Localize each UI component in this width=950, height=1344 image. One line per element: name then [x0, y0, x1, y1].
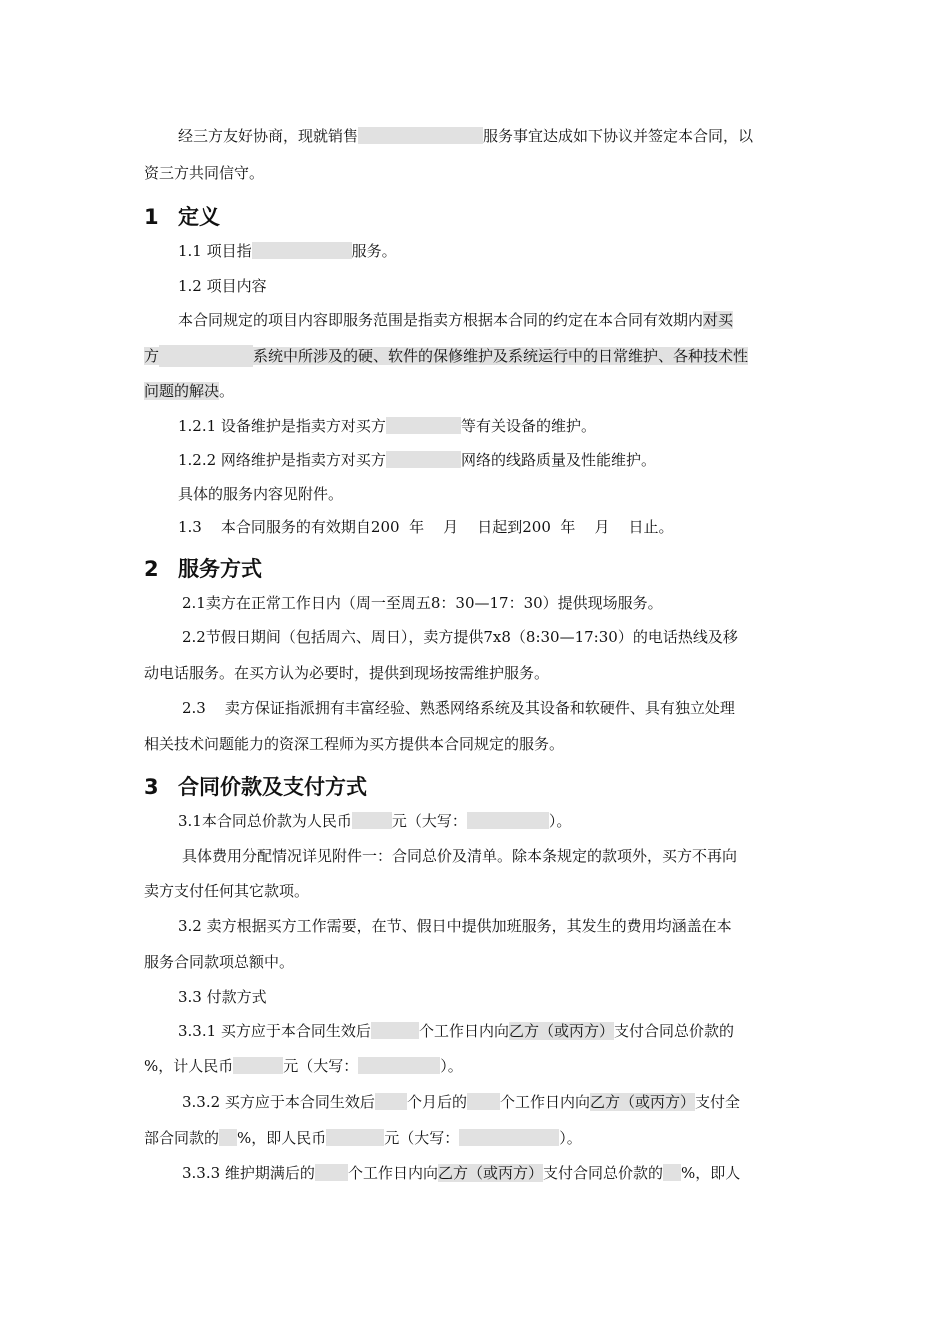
clause-text: 网络的线路质量及性能维护。 — [460, 451, 656, 469]
clause-text: 1.2 项目内容 — [178, 277, 267, 295]
redacted-blank — [326, 1129, 384, 1146]
intro-text: 服务事宜达成如下协议并签定本合同，以 — [483, 127, 754, 145]
redacted-blank — [467, 812, 549, 829]
clause-1-2 — [178, 275, 267, 297]
clause-text: 个工作日内向 — [347, 1164, 438, 1182]
clause-text: 2.1卖方在正常工作日内（周一至周五8：30—17：30）提供现场服务。 — [182, 594, 663, 612]
clause-text: 1.1 项目指 — [178, 242, 252, 260]
clause-1-2-1 — [178, 415, 596, 437]
intro-line-2 — [144, 162, 264, 184]
clause-text: 2.3 卖方保证指派拥有丰富经验、熟悉网络系统及其设备和软硬件、具有独立处理 — [182, 699, 735, 717]
clause-text: ）。 — [548, 812, 572, 830]
clause-text: 个月后的 — [406, 1093, 467, 1111]
fee-line-1 — [182, 845, 737, 867]
section-heading — [144, 555, 262, 583]
clause-3-3-1-line-1 — [178, 1020, 734, 1042]
section-title: 合同价款及支付方式 — [178, 775, 367, 799]
clause-text: 本合同规定的项目内容即服务范围是指卖方根据本合同的约定在本合同有效期内 — [178, 311, 704, 329]
redacted-blank — [233, 1057, 283, 1074]
clause-text: 支付全 — [694, 1093, 740, 1111]
clause-text: 3.2 卖方根据买方工作需要，在节、假日中提供加班服务，其发生的费用均涵盖在本 — [178, 917, 732, 935]
clause-text: 1.2.1 设备维护是指卖方对买方 — [178, 417, 386, 435]
clause-text: ）。 — [559, 1129, 582, 1147]
redacted-blank — [371, 1022, 419, 1039]
intro-text: 资三方共同信守。 — [144, 164, 265, 182]
clause-3-1 — [178, 810, 571, 832]
redacted-blank — [467, 1093, 500, 1110]
clause-text: 支付合同总价款的 — [613, 1022, 734, 1040]
section-number: 1 — [144, 205, 159, 229]
clause-text: 相关技术问题能力的资深工程师为买方提供本合同规定的服务。 — [144, 735, 565, 753]
clause-3-2-line-1 — [178, 915, 732, 937]
redacted-blank — [375, 1093, 407, 1110]
intro-line-1 — [178, 125, 753, 147]
redacted-blank — [386, 451, 461, 468]
clause-text: 3.1本合同总价款为人民币 — [178, 812, 352, 830]
clause-text: %，即人 — [680, 1164, 741, 1182]
clause-3-2-line-2 — [144, 951, 294, 973]
redacted-blank — [159, 345, 253, 367]
clause-text: 支付合同总价款的 — [542, 1164, 663, 1182]
clause-3-3-1-line-2 — [144, 1055, 463, 1077]
clause-text: 3.3.3 维护期满后的 — [182, 1164, 315, 1182]
intro-text: 经三方友好协商，现就销售 — [178, 127, 359, 145]
clause-text: 服务合同款项总额中。 — [144, 953, 295, 971]
clause-1-3 — [178, 516, 674, 538]
redacted-blank — [358, 1057, 440, 1074]
scope-line-3 — [144, 380, 234, 402]
scope-line-2 — [144, 345, 748, 367]
scope-line-1 — [178, 309, 733, 331]
clause-text: %，即人民币 — [237, 1129, 327, 1147]
clause-text: 具体费用分配情况详见附件一：合同总价及清单。除本条规定的款项外，买方不再向 — [182, 847, 738, 865]
clause-text: 等有关设备的维护。 — [460, 417, 596, 435]
highlighted-text: 对买 — [703, 311, 734, 329]
fee-line-2 — [144, 880, 309, 902]
clause-text: ）。 — [440, 1057, 463, 1075]
clause-text: %，计人民币 — [144, 1057, 234, 1075]
clause-text: 。 — [219, 382, 235, 400]
attachment-note — [178, 483, 343, 505]
section-number: 2 — [144, 557, 159, 581]
clause-2-3-line-1 — [182, 697, 735, 719]
highlighted-text: 乙方（或丙方） — [589, 1093, 695, 1111]
clause-text: 元（大写： — [391, 812, 467, 830]
section-title: 定义 — [178, 205, 220, 229]
clause-text: 元（大写： — [384, 1129, 460, 1147]
clause-text: 卖方支付任何其它款项。 — [144, 882, 310, 900]
clause-text: 具体的服务内容见附件。 — [178, 485, 344, 503]
section-heading — [144, 773, 367, 801]
clause-3-3 — [178, 986, 267, 1008]
clause-3-3-2-line-1 — [182, 1091, 740, 1113]
redacted-blank — [386, 417, 461, 434]
clause-text: 3.3.2 买方应于本合同生效后 — [182, 1093, 375, 1111]
clause-3-3-2-line-2 — [144, 1127, 582, 1149]
redacted-blank — [252, 242, 352, 259]
highlighted-text: 乙方（或丙方） — [437, 1164, 543, 1182]
clause-text: 个工作日内向 — [418, 1022, 509, 1040]
section-heading — [144, 203, 220, 231]
redacted-blank — [352, 812, 392, 829]
highlighted-text: 乙方（或丙方） — [508, 1022, 614, 1040]
clause-1-2-2 — [178, 449, 656, 471]
clause-text: 元（大写： — [283, 1057, 359, 1075]
highlighted-text: 问题的解决 — [144, 382, 220, 400]
clause-text: 3.3 付款方式 — [178, 988, 267, 1006]
redacted-blank — [459, 1129, 559, 1146]
clause-1-1 — [178, 240, 397, 262]
clause-text: 服务。 — [351, 242, 397, 260]
section-number: 3 — [144, 775, 159, 799]
clause-text: 2.2节假日期间（包括周六、周日），卖方提供7x8（8:30—17:30）的电话热线及移 — [182, 628, 738, 646]
clause-2-2-line-1 — [182, 626, 738, 648]
clause-text: 1.2.2 网络维护是指卖方对买方 — [178, 451, 386, 469]
redacted-blank — [315, 1164, 348, 1181]
clause-2-1 — [182, 592, 663, 614]
clause-text: 动电话服务。在买方认为必要时，提供到现场按需维护服务。 — [144, 664, 550, 682]
clause-text: 1.3 本合同服务的有效期自200 年 月 日起到200 年 月 日止。 — [178, 518, 674, 536]
section-title: 服务方式 — [178, 557, 262, 581]
clause-2-2-line-2 — [144, 662, 549, 684]
highlighted-text: 方 — [144, 347, 160, 365]
clause-text: 个工作日内向 — [499, 1093, 590, 1111]
redacted-blank — [358, 127, 483, 144]
clause-text: 部合同款的 — [144, 1129, 220, 1147]
clause-3-3-3-line-1 — [182, 1162, 740, 1184]
clause-2-3-line-2 — [144, 733, 564, 755]
redacted-blank — [663, 1164, 681, 1181]
redacted-blank — [219, 1129, 237, 1146]
clause-text: 3.3.1 买方应于本合同生效后 — [178, 1022, 371, 1040]
highlighted-text: 系统中所涉及的硬、软件的保修维护及系统运行中的日常维护、各种技术性 — [253, 347, 749, 365]
